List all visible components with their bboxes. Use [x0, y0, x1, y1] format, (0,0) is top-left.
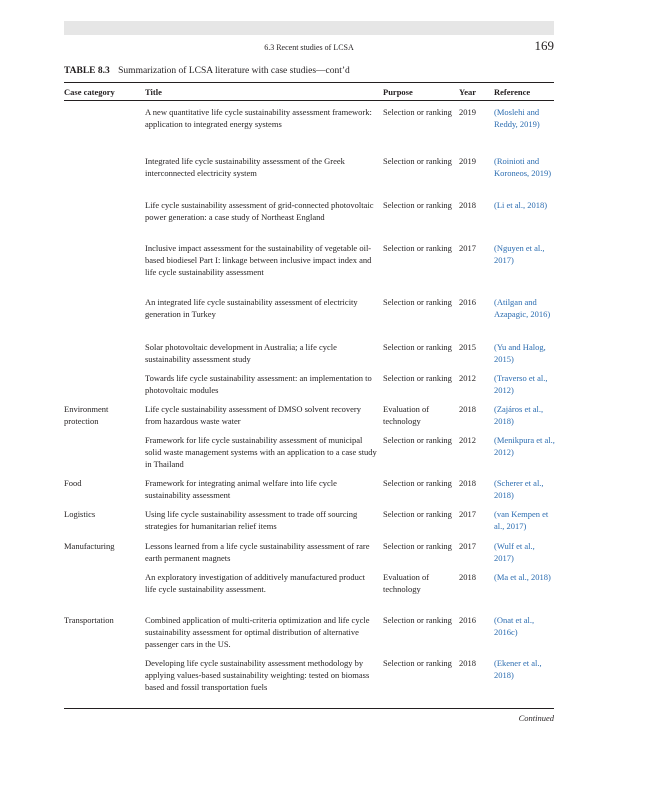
cell-purpose: Evaluation of technology — [383, 572, 430, 594]
cell-title: Integrated life cycle sustainability assessment of the Greek interconnected electricity system — [145, 156, 345, 178]
column-header-reference: Reference — [494, 87, 531, 97]
cell-reference-link[interactable]: (Nguyen et al., 2017) — [494, 243, 545, 265]
table-caption — [64, 66, 350, 76]
cell-purpose: Selection or ranking — [383, 478, 452, 488]
column-header-category: Case category — [64, 87, 115, 97]
cell-purpose: Selection or ranking — [383, 107, 452, 117]
cell-reference-link[interactable]: (Traverso et al., 2012) — [494, 373, 548, 395]
cell-title: Life cycle sustainability assessment of grid-connected photovoltaic power generation: a case study of Northeast England — [145, 200, 374, 222]
cell-year: 2018 — [459, 572, 476, 582]
cell-purpose: Selection or ranking — [383, 509, 452, 519]
table-label: TABLE 8.3 — [64, 66, 110, 76]
cell-category: Transportation — [64, 615, 114, 625]
table-header-rule — [64, 100, 554, 101]
cell-purpose: Selection or ranking — [383, 541, 452, 551]
cell-title: Life cycle sustainability assessment of DMSO solvent recovery from hazardous waste water — [145, 404, 361, 426]
cell-title: An exploratory investigation of additively manufactured product life cycle sustainability assessment. — [145, 572, 365, 594]
cell-purpose: Selection or ranking — [383, 297, 452, 307]
cell-reference-link[interactable]: (Wulf et al., 2017) — [494, 541, 535, 563]
cell-reference-link[interactable]: (Zajáros et al., 2018) — [494, 404, 544, 426]
cell-category: Food — [64, 478, 82, 488]
cell-year: 2019 — [459, 156, 476, 166]
cell-title: Framework for life cycle sustainability assessment of municipal solid waste management systems with an application to a case study in Thailand — [145, 435, 377, 469]
running-head-section: 6.3 Recent studies of LCSA — [264, 43, 354, 52]
cell-title: A new quantitative life cycle sustainability assessment framework: application to integrated energy systems — [145, 107, 372, 129]
cell-reference-link[interactable]: (Ekener et al., 2018) — [494, 658, 542, 680]
cell-purpose: Selection or ranking — [383, 243, 452, 253]
cell-reference-link[interactable]: (van Kempen et al., 2017) — [494, 509, 549, 531]
cell-reference-link[interactable]: (Yu and Halog, 2015) — [494, 342, 546, 364]
cell-year: 2017 — [459, 243, 476, 253]
cell-year: 2012 — [459, 373, 476, 383]
cell-year: 2018 — [459, 658, 476, 668]
cell-year: 2017 — [459, 541, 476, 551]
cell-year: 2019 — [459, 107, 476, 117]
table-bottom-rule — [64, 708, 554, 709]
page-number: 169 — [534, 38, 554, 53]
cell-reference-link[interactable]: (Onat et al., 2016c) — [494, 615, 535, 637]
cell-title: Developing life cycle sustainability assessment methodology by applying values-based sustainability weighting: tested on biomass based and fossil transportation fuels — [145, 658, 370, 692]
cell-year: 2017 — [459, 509, 476, 519]
cell-reference-link[interactable]: (Roinioti and Koroneos, 2019) — [494, 156, 552, 178]
cell-purpose: Selection or ranking — [383, 156, 452, 166]
cell-title: Framework for integrating animal welfare into life cycle sustainability assessment — [145, 478, 337, 500]
column-header-year: Year — [459, 87, 476, 97]
cell-reference-link[interactable]: (Menikpura et al., 2012) — [494, 435, 555, 457]
cell-title: Combined application of multi-criteria optimization and life cycle sustainability assessment for optimal distribution of alternative passenger cars in the US. — [145, 615, 370, 649]
cell-reference-link[interactable]: (Ma et al., 2018) — [494, 572, 551, 582]
cell-purpose: Evaluation of technology — [383, 404, 430, 426]
cell-purpose: Selection or ranking — [383, 658, 452, 668]
cell-year: 2016 — [459, 615, 476, 625]
cell-reference-link[interactable]: (Moslehi and Reddy, 2019) — [494, 107, 540, 129]
cell-year: 2018 — [459, 478, 476, 488]
cell-title: Using life cycle sustainability assessment to trade off sourcing strategies for humanitarian relief items — [145, 509, 358, 531]
cell-purpose: Selection or ranking — [383, 615, 452, 625]
table-caption-text: Summarization of LCSA literature with case studies—cont’d — [118, 66, 350, 76]
cell-title: Solar photovoltaic development in Australia; a life cycle sustainability assessment study — [145, 342, 337, 364]
cell-category: Environment protection — [64, 404, 109, 426]
cell-year: 2018 — [459, 200, 476, 210]
header-bar — [64, 21, 554, 35]
table-top-rule — [64, 82, 554, 83]
cell-year: 2018 — [459, 404, 476, 414]
cell-category: Logistics — [64, 509, 96, 519]
cell-year: 2015 — [459, 342, 476, 352]
cell-title: Lessons learned from a life cycle sustainability assessment of rare earth permanent magnets — [145, 541, 370, 563]
continued-note: Continued — [518, 713, 554, 723]
cell-year: 2012 — [459, 435, 476, 445]
cell-purpose: Selection or ranking — [383, 373, 452, 383]
cell-category: Manufacturing — [64, 541, 115, 551]
cell-reference-link[interactable]: (Atilgan and Azapagic, 2016) — [494, 297, 551, 319]
cell-title: Towards life cycle sustainability assessment: an implementation to photovoltaic modules — [145, 373, 372, 395]
running-head — [64, 40, 554, 56]
cell-year: 2016 — [459, 297, 476, 307]
cell-purpose: Selection or ranking — [383, 342, 452, 352]
cell-title: An integrated life cycle sustainability assessment of electricity generation in Turkey — [145, 297, 358, 319]
column-header-title: Title — [145, 87, 162, 97]
cell-purpose: Selection or ranking — [383, 200, 452, 210]
cell-reference-link[interactable]: (Scherer et al., 2018) — [494, 478, 544, 500]
cell-purpose: Selection or ranking — [383, 435, 452, 445]
cell-reference-link[interactable]: (Li et al., 2018) — [494, 200, 548, 210]
column-header-purpose: Purpose — [383, 87, 413, 97]
cell-title: Inclusive impact assessment for the sustainability of vegetable oil-based biodiesel Part I: linkage between inclusive impact index and life cycle sustainability assessment — [145, 243, 372, 277]
